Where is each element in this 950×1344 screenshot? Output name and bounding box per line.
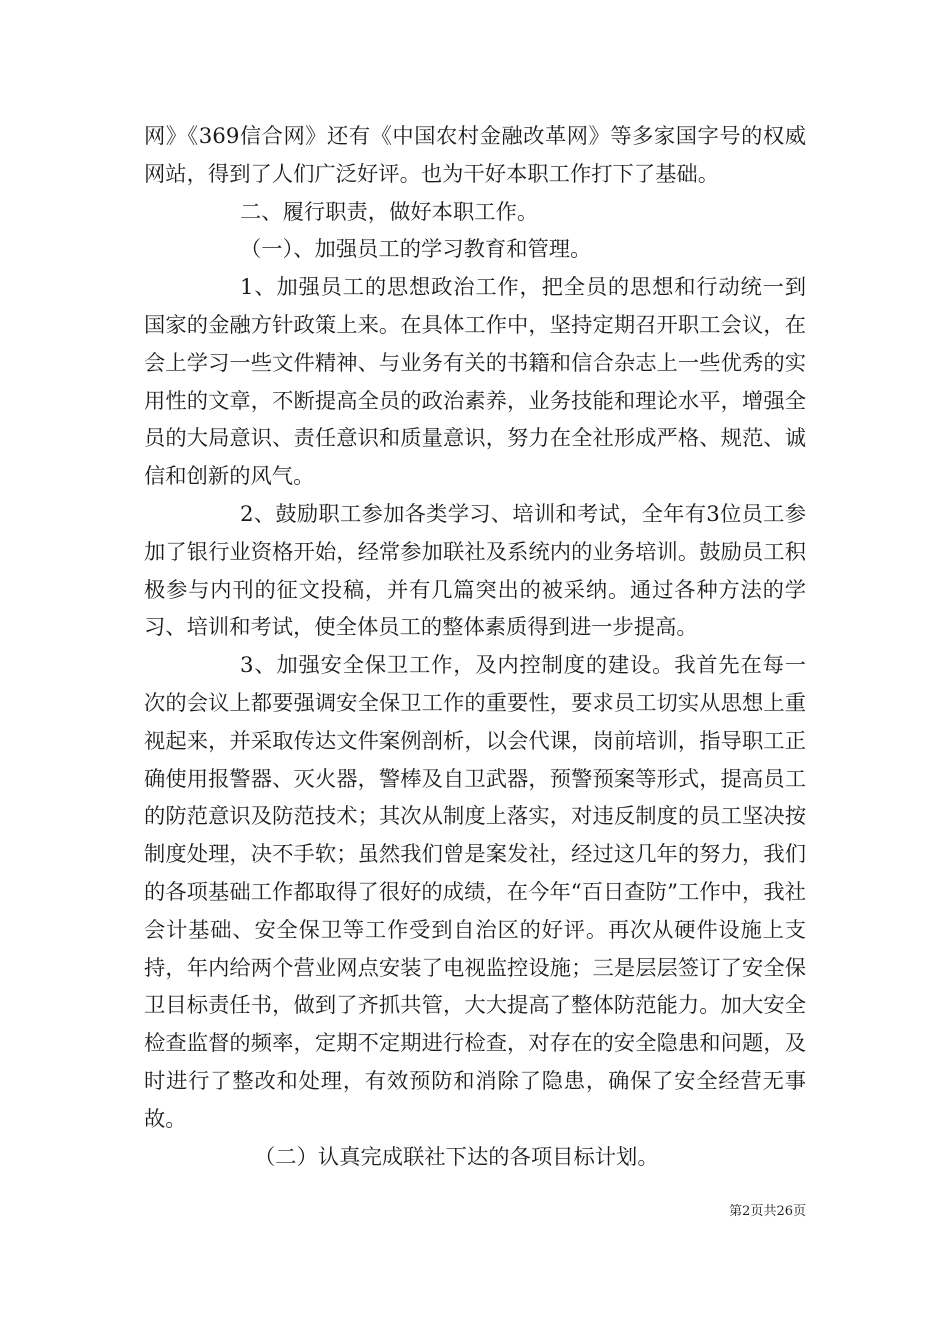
- page-number: 第2页共26页: [729, 1204, 806, 1219]
- paragraph-item-1: 1、加强员工的思想政治工作，把全员的思想和行动统一到国家的金融方针政策上来。在具体工作中，坚持定期召开职工会议，在会上学习一些文件精神、与业务有关的书籍和信合杂志上一些优秀的实用性的文章，不断提高全员的政治素养，业务技能和理论水平，增强全员的大局意识、责任意识和质量意识，努力在全社形成严格、规范、诚信和创新的风气。: [144, 275, 806, 490]
- paragraph-item-2: 2、鼓励职工参加各类学习、培训和考试，全年有3位员工参加了银行业资格开始，经常参加联社及系统内的业务培训。鼓励员工积极参与内刊的征文投稿，并有几篇突出的被采纳。通过各种方法的学习、培训和考试，使全体员工的整体素质得到进一步提高。: [144, 501, 806, 641]
- subsection-heading-1: （一）、加强员工的学习教育和管理。: [240, 237, 592, 263]
- subsection-heading-2: （二）认真完成联社下达的各项目标计划。: [254, 1144, 659, 1170]
- paragraph-item-3: 3、加强安全保卫工作，及内控制度的建设。我首先在每一次的会议上都要强调安全保卫工作的重要性，要求员工切实从思想上重视起来，并采取传达文件案例剖析，以会代课，岗前培训，指导职工正确使用报警器、灭火器，警棒及自卫武器，预警预案等形式，提高员工的防范意识及防范技术；其次从制度上落实，对违反制度的员工坚决按制度处理，决不手软；虽然我们曾是案发社，经过这几年的努力，我们的各项基础工作都取得了很好的成绩，在今年“百日查防”工作中，我社会计基础、安全保卫等工作受到自治区的好评。再次从硬件设施上支持，年内给两个营业网点安装了电视监控设施；三是层层签订了安全保卫目标责任书，做到了齐抓共管，大大提高了整体防范能力。加大安全检查监督的频率，定期不定期进行检查，对存在的安全隐患和问题，及时进行了整改和处理，有效预防和消除了隐患，确保了安全经营无事故。: [144, 653, 806, 1132]
- paragraph-intro: 网》《369信合网》还有《中国农村金融改革网》等多家国字号的权威网站，得到了人们广泛好评。也为干好本职工作打下了基础。: [144, 124, 806, 187]
- document-body: [144, 118, 806, 1176]
- section-heading-2: 二、履行职责，做好本职工作。: [240, 199, 539, 225]
